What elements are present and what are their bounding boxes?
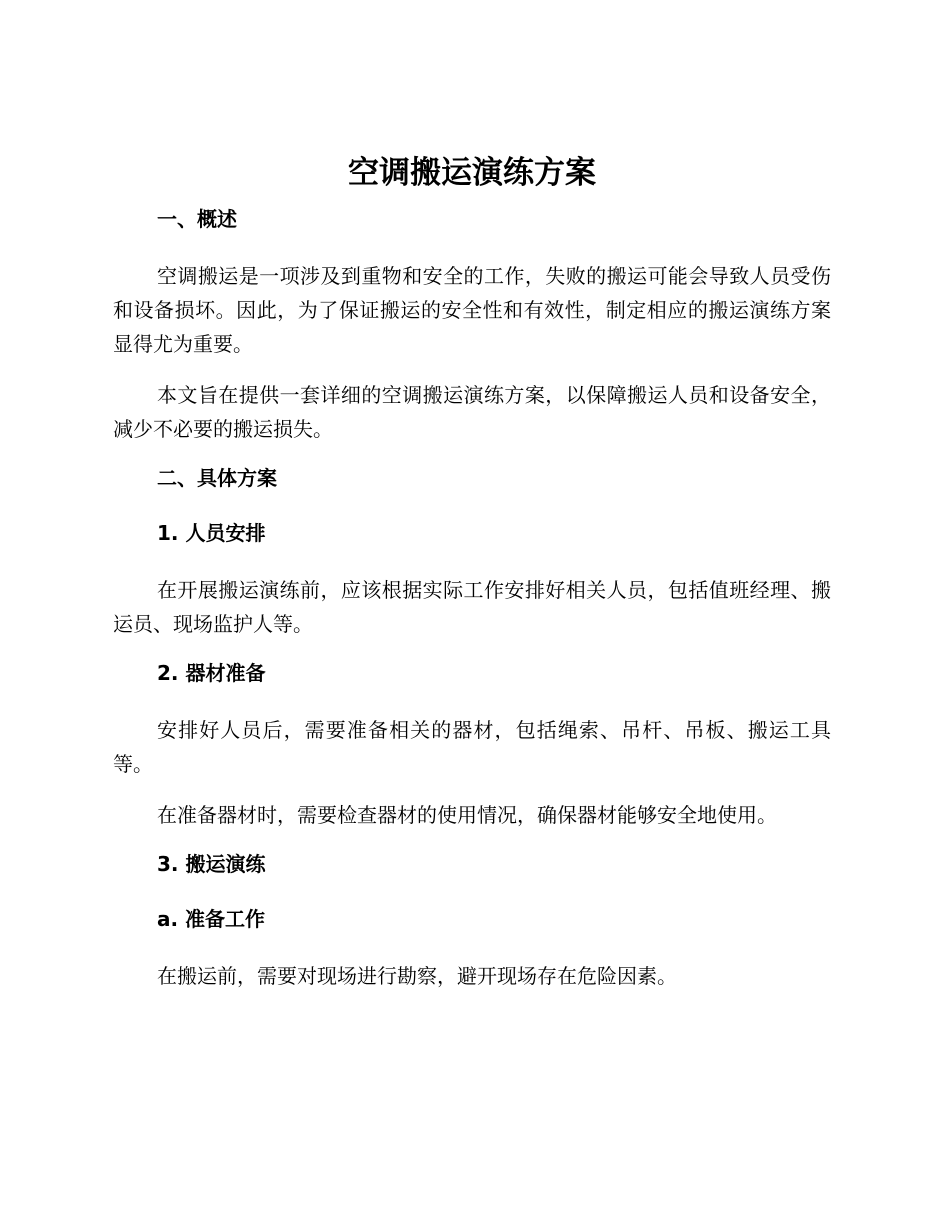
paragraph: 在开展搬运演练前，应该根据实际工作安排好相关人员，包括值班经理、搬运员、现场监护人等。 <box>113 578 831 636</box>
subsection-heading-personnel: 1. 人员安排 <box>157 521 266 545</box>
document-body <box>113 150 831 1010</box>
document-title: 空调搬运演练方案 <box>348 155 596 191</box>
paragraph: 空调搬运是一项涉及到重物和安全的工作，失败的搬运可能会导致人员受伤和设备损坏。因此，为了保证搬运的安全性和有效性，制定相应的搬运演练方案显得尤为重要。 <box>113 264 831 356</box>
paragraph: 在准备器材时，需要检查器材的使用情况，确保器材能够安全地使用。 <box>157 803 777 827</box>
section-heading-overview: 一、概述 <box>157 207 237 231</box>
subsection-heading-preparation: a. 准备工作 <box>157 907 266 931</box>
paragraph: 安排好人员后，需要准备相关的器材，包括绳索、吊杆、吊板、搬运工具等。 <box>113 718 831 776</box>
section-heading-plan: 二、具体方案 <box>157 466 277 490</box>
paragraph: 本文旨在提供一套详细的空调搬运演练方案，以保障搬运人员和设备安全，减少不必要的搬运损失。 <box>113 383 831 441</box>
subsection-heading-equipment: 2. 器材准备 <box>157 661 266 685</box>
subsection-heading-drill: 3. 搬运演练 <box>157 852 266 876</box>
paragraph: 在搬运前，需要对现场进行勘察，避开现场存在危险因素。 <box>157 964 677 988</box>
